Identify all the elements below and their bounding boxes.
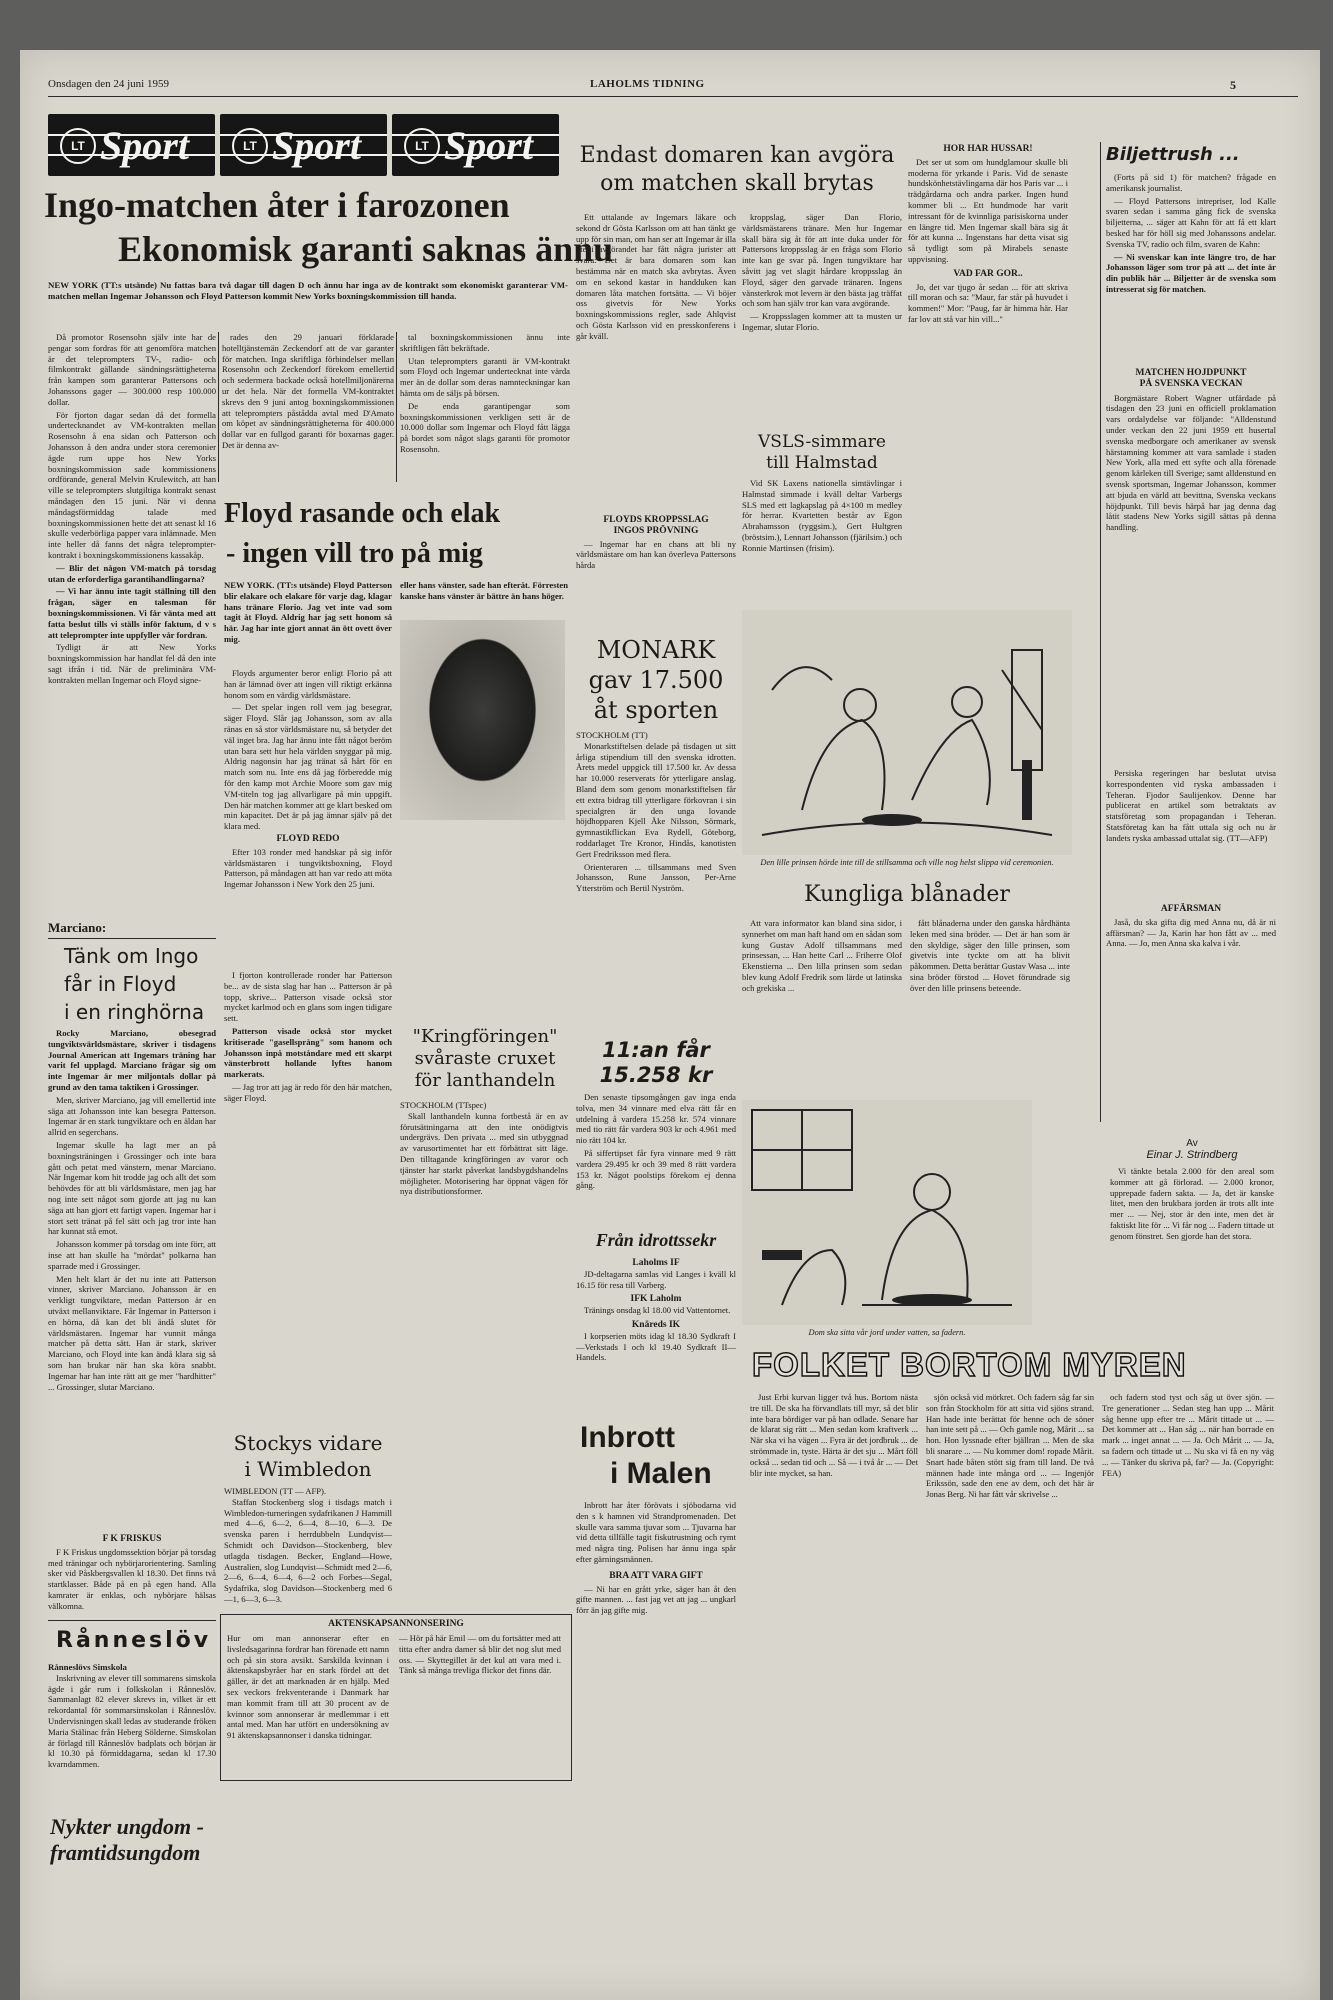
- matchen-hojdpunkt: MATCHEN HÖJDPUNKT PÅ SVENSKA VECKAN Borgmästare Robert Wagner utfärdade på tisdagen den 23 juni en officiell proklamation vars ordalydelse var följande: "Alldenstund under veckan den 22 juni 1959 ett husertal svenska medborgare och amerikaner av svensk härstamning kommer att vara samlade i staden New York, alla med ett syfte och alla förenade genom kärleken till Sverige; samt alldenstund en svensk sportsman, Ingemar Johansson, kommer att bjuda en värld att bevittna, Svenska veckans höjdpunkt. Till bevis härpå har jag denna dag låtit stadens New Yorks sigill sättas på denna handling.: [1106, 368, 1276, 533]
- akt-box: AKTENSKAPSANNONSERING Hur om man annonserar efter en livsledsagarinna fordrar han förenade ett namn och på sin stora avsikt. Sarskilda kvinnan i äktenskapsbyråer har en stark fördel att det gäller, är det att marknaden är en hjälp. Med sex veckors frekventerande i Danmark har man kommit fram till att 30 procent av de kvinnor som annonserar är medlemmar i ett antal med. Man har utfört en undersökning av 91 äktenskapsannonser i danska tidningar. — Hör på här Emil — om du fortsätter med att titta efter andra damer så blir det nog slut med oss. — Skyttegillet är det kul att vara med i. Tänk så många trevliga flickor det finns där.: [220, 1614, 572, 1781]
- biljettrush-body: (Forts på sid 1) för matchen? frågade en amerikansk journalist. — Floyd Pattersons intrepriser, lod Kalle svaren sedan i samma gång fick de svenska biljetterna, ... säger att Kahn för att få ett klart besked har för höll sig med Johanssons andelar. Svenska TV, radio och film, svaren de Kahn: — Ni svenskar kan inte längre tro, de har Johansson läger som tror på att ... det inte är din publik här ... Biljetter är de svenska som intresserat sig för matchen.: [1106, 172, 1276, 294]
- domaren-body: Ett uttalande av Ingemars läkare och sekond dr Gösta Karlsson om att han tänkt ge upp för sin man, om han ser att Ingemar är illa ute i avgörandet har fått några jurister att svara: Det är bara domaren som kan bestämma när en match ska avbrytas. Även om en sekond kastar in handduken kan domaren låta matchen fortsätta. — Vi böjer oss givetvis för New Yorks boxningskommissions regler, sade Ahlqvist och Gösta Karlsson vid en presskonferens i går kväll.: [576, 212, 736, 341]
- floyd-headline-2: - ingen vill tro på mig: [226, 538, 483, 569]
- folket-col3: och fadern stod tyst och såg ut över sjön. — Tre generationer ... Sedan steg han upp ... Mårit såg henne upp efter tre ... Mårit tittade ut ... — Det kommer att ... Han såg ... när han borrade en mark ... inget annat ... — Ja. Och Mårit ... — Ja, sa fadern och tittade ut ... Nu ska vi få en ny väg ... — Tänker du skriva på, far? — Ja. (Copyright: FEA): [1102, 1392, 1274, 1478]
- elvan-body: Den senaste tipsomgången gav inga enda tolva, men 34 vinnare med elva rätt får en utdelning å vardera 15.258 kr. 574 vinnare med tio rätt får vardera 903 kr och 4.961 med nio rätt 104 kr. På siffertipset får fyra vinnare med 9 rätt vardera 29.495 kr och 39 med 8 rätt vardera 153 kr. Något poolstips förekom ej denna gång.: [576, 1092, 736, 1191]
- lead-lede: NEW YORK (TT:s utsände) Nu fattas bara två dagar till dagen D och ännu har inga av de kontrakt som ekonomiskt garanterar VM-matchen mellan Ingemar Johansson och Floyd Patterson kommit New Yorks boxningskommission till handa.: [48, 280, 568, 301]
- biljettrush-headline: Biljettrush ...: [1106, 144, 1240, 165]
- folket-col1: Just Erbi kurvan ligger två hus. Bortom nästa tre till. De ska ha förvandlats till myr, så det blir inte bara bördiger var på han odlade. Senare har de klarat sig rätt ... Men sedan kom kraftverk ... När ska vi ha vägen ... Fyra är det jordbruk ... de strömmade in, tyste. Härta är det sju ... Mårt föll också ... sedan tid och ... Så — i två år ... — Det blir inte mycket, sa han.: [750, 1392, 918, 1478]
- kungliga-body: Att vara informator kan bland sina sidor, i synnerhet om man haft hand om en sådan som kung Gustav Adolf tillsammans med prinsessan, ... Han hette Carl ... Friherre Olof Ekenstierna ... Den lilla prinsen som sedan blev kung Adolf Fredrik som lärde ut latinska och grekiska ...: [742, 918, 902, 993]
- newspaper-page: [20, 50, 1320, 2000]
- prince-illustration: [742, 610, 1072, 855]
- inbrott-body: Inbrott har åter förövats i sjöbodarna vid den s k hamnen vid Strandpromenaden. Det skulle vara samma tjuvar som ... Tjuvarna har vid detta tillfälle tagit fiskutrustning och rymt med några ting. Polisen har ännu inga spår efter gärningsmännen. BRA ATT VARA GIFT — Ni har en grått yrke, säger han åt den gifte mannen. ... fast jag vet att jag ... ungkarl förr än jag gifte mig.: [576, 1500, 736, 1616]
- domaren-headline: Endast domaren kan avgöra om matchen skall brytas: [579, 143, 895, 196]
- top-rule: [48, 96, 1298, 97]
- sport-word: Sport: [272, 123, 361, 168]
- marciano-body: Rocky Marciano, obesegrad tungviktsvärldsmästare, skriver i tisdagens Journal American att Ingemars träning har varit fel upplagd. Marciano frågar sig om inte Ingemar är mer miljontals dollar på grund av den tama taktiken i Grossinger. Men, skriver Marciano, jag vill emellertid inte säga att Johansson inte kan besegra Patterson. Ingemar är en stark tungviktare och en äldan har allrid en segerchans. Ingemar skulle ha lagt mer an på boxningsträningen i Grossinger och inte bara gått och petat med vänstern, menar Marciano. När Ingemar kom hit trodde jag och allt det som behövdes för att bli världsmästare, men jag har nog inte sett något som gjorde att jag nu kan säga att han gjort ett fartigt vapen. Ingemar har i stort sett tränat på fel sätt och jag tror inte han har kunnat stå emot. Johansson kommer på torsdag om inte förr, att inse att han skulle ha "mördat" polkarna han sparrade med i Grossinger. Men helt klart är det nu inte att Patterson vinner, skriver Marciano. Johansson är en verkligt tungviktare, medan Patterson är en utväxt mellanviktare. Får Ingemar in Patterson i en hörna, då kan det bli ändå slutet för världsmästaren. Ingemar har vunnit många matcher på detta sätt. Han är stark, skriver Marciano, och Floyd inte kan ändå klara sig så som han brukar när han ska köra snabbt. Ingemar har han inte rätt att ge mer "hardhitter" ... Grossinger, slutar Marciano.: [48, 1028, 216, 1392]
- floyds-kroppsslag: FLOYDS KROPPSSLAG INGOS PRÖVNING — Ingemar har en chans att bli ny världsmästare om han kan överleva Pattersons hårda: [576, 515, 736, 571]
- folket-headline: FOLKET BORTOM MYREN: [752, 1346, 1187, 1383]
- sport-word: Sport: [444, 123, 533, 168]
- floyd-body: Floyds argumenter beror enligt Florio på att han är lämnad över att ingen vill riktigt erkänna honom som en värdig världsmästare. — Det spelar ingen roll vem jag besegrar, säger Floyd. Slår jag Johansson, som av alla ränas en så stor världsmästare nu, så betyder det väl inget bra. Jag har ännu inte fått något beröm utan bara sett hur hela världen snyggar på mig. Aldrig nagonsin har jag tränat så hårt för en match som nu. Inte ens då jag förberedde mig för den kamp mot Archie Moore som gav mig VM-titeln tog jag allvarligare på min uppgift. Den här matchen kommer att ge klart besked om min kapacitet. Det är på jag ämnar själv på det klara med. FLOYD REDO Efter 103 ronder med handskar på sig inför världsmästaren i tungviktsboxning, Floyd Patterson, på måndagen att han var redo att möta Ingemar Johansson i New York den 25 juni.: [224, 668, 392, 890]
- lt-badge: LT: [60, 128, 96, 164]
- lead-body-col2: rades den 29 januari förklarade hotelltjänstemän Zeckendorf att de var garanter för matchen. Inga skriftliga förbindelser mellan Rosensohn och Zeckendorf förekom emellertid och sedermera backade också hotellmiljonärerna ur det hela. När det formella VM-kontraktet skrevs den 9 juni antog boxningskommissionen att teleprompters påstådda avtal med D'Amato om köpet av sändningsrättigheterna för 400.000 dollar var en fullgod garanti för boxarnas gager. Det är denna av-: [222, 332, 394, 450]
- floyd-lede: NEW YORK. (TT:s utsände) Floyd Patterson blir elakare och elakare för varje dag, klagar hans tränare Florio. Jag vet inte vad som tagit åt Floyd. Aldrig har jag sett honom så här. Jag har inte gjort annat än ött ovett över mig.: [224, 580, 392, 644]
- sport-logo: [48, 114, 215, 176]
- lead-headline-1: Ingo-matchen åter i farozonen: [44, 185, 510, 225]
- ranneslov-footer-slogan: Nykter ungdom - framtidsungdom: [50, 1814, 204, 1865]
- lead-body-col3: tal boxningskommissionen ännu inte skriftligen fått bekräftade. Utan teleprompters garanti är VM-kontrakt som Floyd och Ingemar undertecknat inte värda mer än de dollar som deras namnteckningar kan hämta om de säljs på börsen. De enda garantipengar som boxningskommissionen verkligen sett är de 10.000 dollar som Ingemar och Floyd fått lägga på bordet som något slags garanti för promotor Rosensohn.: [400, 332, 570, 454]
- lt-badge: LT: [404, 128, 440, 164]
- floyd-redo-cont: I fjorton kontrollerade ronder har Patterson be... av de sista slag har han ... Patterson är på topp, skrive... Patterson visade också stor mycket karlmod och en glans som ingen tidigare sett. Patterson visade också stor mycket kritiserade "gasellsprång" som hanom och Johansson inpå motståndare med ett skarpt vänsterbrott hollande lyftes hanom markerats. — Jag tror att jag är redo för den här matchen, säger Floyd.: [224, 970, 392, 1103]
- paper-name: LAHOLMS TIDNING: [590, 78, 705, 90]
- affarsman-notice: AFFÄRSMAN Jaså, du ska gifta dig med Anna nu, då är ni affärsman? — Ja, Karin har hon fått av ... med Anna. — Jo, men Anna ska kalva i vår.: [1106, 904, 1276, 949]
- vsls-body: Vid SK Laxens nationella simtävlingar i Halmstad simmade i kväll deltar Varbergs SLS med ett lagkapslag på 4×100 m medley för herrar. Kvartetten består av Egon Abrahamsson (ryggsim.), Gert Hultgren (bröstsim.), Lennart Johansson (fjärilsim.) och Ronnie Martinsen (frisim).: [742, 478, 902, 553]
- inbrott-headline: Inbrott i Malen: [580, 1421, 712, 1490]
- kringforingen-body: STOCKHOLM (TTspec) Skall lanthandeln kunna fortbestå är en av förutsättningarna att den inte onödigtvis undergrävs. Den privata ... med sin utbyggnad av varusortimentet har ett förbättrat sitt läge. Den tilltagande kringföringen av varor och tjänster har starkt påverkat landsbygdshandelns möjligheter. Motorisering har öppnat vägen för nya distributionsformer.: [400, 1100, 568, 1197]
- prince-caption: Den lille prinsen hörde inte till de stillsamma och ville nog helst slippa vid ceremonien.: [760, 858, 1054, 867]
- kungliga-body-2: fått blånaderna under den ganska hårdhänta leken med sina bröder. — Det är han som är den skyldige, säger den lille prinsen, som givetvis inte tyckte om att ha blivit påkommen. Detta berättar Gustav Wasa ... inte sina bröder förstod ... Hovet förundrade sig över den lille prinsens beteende.: [910, 918, 1070, 993]
- floyd-lede-right: eller hans vänster, sade han efteråt. Förresten kanske hans vänster är bättre än hans höger.: [400, 580, 568, 601]
- domaren-body-right: kroppslag, säger Dan Florio, världsmästarens tränare. Men hur Ingemar skall bära sig åt för att inte duka under för Pattersons kroppsslag är en fråga som Florio inte kan ge svar på. Ingen tungviktare har såvitt jag vet slagit hårdare kroppsslag än Floyd, säger den garvade tränaren. Ingens vänsterkrok mot levern är den bästa jag träffat och som han själv tror kan vara avgörande. — Kroppsslagen kommer att ta musten ur Ingemar, slutar Florio.: [742, 212, 902, 332]
- sport-word: Sport: [100, 123, 189, 168]
- ranneslov-body: Rånneslövs Simskola Inskrivning av elever till sommarens simskola ägde i går rum i folkskolan i Rånneslöv. Sammanlagt 82 elever skrevs in, vilket är ett rekordantal för sommarsimskolan i Rånneslöv. Undervisningen skall ledas av studerande fröken Maria Stälinac från Heberg Sölderne. Simskolan är förlagd till Rånneslöv badplats och början är kl 10.30 på förmiddagarna, sedan kl 17.30 kvarndammen.: [48, 1662, 216, 1770]
- elvan-headline: 11:an får 15.258 kr: [599, 1038, 713, 1087]
- lt-badge: LT: [232, 128, 268, 164]
- lead-body-col1: Då promotor Rosensohn själv inte har de pengar som fordras för att genomföra matchen är det teleprompters TV-, radio- och filmkontrakt gällande sändningsrättigheterna från kampen som garanterar Pattersons och Johanssons gager — 300.000 resp 100.000 dollar. För fjorton dagar sedan då det formella undertecknandet av VM-kontrakten mellan Rosensohn å ena sidan och Patterson och Johansson å den andra under stora ceremonier ägde rum uppe hos New Yorks boxningskommission sade kommissionens ordförande, general Melvin Krulewitch, att han ville se teleprompters slutgiltiga kontrakt senast måndagen den 15 juni. När vi denna måndagsförmiddag talade med boxningskommissionen hette det att senast kl 16 skulle vederbörliga papper vara inlämnade. Men inte heller då fanns det några teleprompter-kontrakt i boxningskommissionens kassakåp. — Blir det någon VM-match på torsdag utan de erforderliga garantihandlingarna? — Vi har ännu inte tagit ställning till den frågan, säger en talesman för boxningskommissionen. Vi får vänta med att fatta beslut tills vi ställs inför faktum, d v s att teleprompter inte uppfyller vår fordran. Tydligt är att New Yorks boxningskommission har handlat fel då den inte sagt ifrån i tid. När de preliminära VM-kontrakten mellan Ingemar och Floyd signe-: [48, 332, 216, 685]
- kringforingen-headline: "Kringföringen" svåraste cruxet för lanthandeln: [412, 1026, 558, 1091]
- farmer-caption: Dom ska sitta vår jord under vatten, sa fadern.: [808, 1328, 966, 1337]
- idrott-list: Laholms IF JD-deltagarna samlas vid Langes i kväll kl 16.15 för resa till Varberg. IFK Laholm Tränings onsdag kl 18.00 vid Vattentornet. Knäreds IK I korpserien möts idag kl 18.30 Sydkraft I—Verkstads I och kl 19.40 Sydkraft II—Handels.: [576, 1258, 736, 1363]
- ranneslov-head: Rånneslöv: [56, 1628, 212, 1653]
- lead-headline-2: Ekonomisk garanti saknas ännu: [118, 229, 614, 269]
- marciano-label: Marciano:: [48, 920, 107, 935]
- floyd-headline-1: Floyd rasande och elak: [224, 498, 501, 529]
- idrott-headline: Från idrottssekr: [595, 1230, 717, 1250]
- marciano-headline: Tänk om Ingo får in Floyd i en ringhörna: [64, 944, 205, 1024]
- folket-col2: sjön också vid mörkret. Och fadern såg far sin son från Stockholm för att sitta vid sjöns strand. Han hade inte berättat för henne och de söner han inte sett på ... — Och gamle nog, Mårit ... sa hon. Hon lyssnade efter bjällran ... Men de ska bli snarare ... — Nu kommer dom! ropade Mårit. Snart hade båten stött sig fram till land. De två männen hade inte många ord ... — Ingenjör Erikssön, sade den ene av dem, och det här är Jonas Berg. Ni har fått vår skrivelse ...: [926, 1392, 1094, 1500]
- monark-headline: MONARK gav 17.500 åt sporten: [588, 636, 724, 724]
- persiska-notice: Persiska regeringen har beslutat utvisa korrespondenten vid ryska ambassaden i Teheran. Fjodor Saulijenkov. Denne har publicerat en artikel som betraktats av statsföretag som propagandan i Teheran. Statsföretag kan ha fått uttala sig och nu är landets ryska ambassad uttalat sig. (TT—AFP): [1106, 768, 1276, 843]
- kungliga-headline: Kungliga blånader: [804, 882, 1010, 907]
- sport-logo: [220, 114, 387, 176]
- strindberg-byline: Av Einar J. Strindberg: [1146, 1138, 1238, 1161]
- farmer-illustration: [742, 1100, 1032, 1325]
- hussar-column: HOR HAR HUSSAR! Det ser ut som om hundglamour skulle bli moderna för yrkande i Paris. Vid de senaste hundskönhetstävlingarna där hos Paris var ... i trädgårdarna och andra parker. Ingen hund kommer bli ... Ett hundmode har varit intressant för de kvinnliga parisiskorna under en längre tid. Men Ingemar skall bära sig åt för att kunna ... Ingenstans har detta visat sig så tydligt som på Mirabels senaste uppvisning. VAD FAR GOR.. Jo, det var tjugo år sedan ... för att skriva till moran och sa: "Maur, far står på huvudet i kommen!" Mor: "Paug, far är himma här. Har far lov att stå var hin vill...": [908, 144, 1068, 324]
- stockys-body: WIMBLEDON (TT — AFP). Staffan Stockenberg slog i tisdags match i Wimbledon-turneringen sydafrikanen J Hammill med 4—6, 6—2, 6—4, 8—10, 6—3. De svenska paren i herrdubbeln Lundqvist—Schmidt och Davidson—Stockenberg, blev utlagda tisdagen. Becker, England—Howe, Australien, slog Lundqvist—Schmidt med 2—6, 2—6, 6—4, 6—4, 6—2 och Forbes—Segal, Sydafrika, slog Davidson—Stockenberg med 6—1, 6—3, 6—3.: [224, 1486, 392, 1604]
- monark-body: STOCKHOLM (TT) Monarkstiftelsen delade på tisdagen ut sitt årliga stipendium till den svenska idrotten. Årets medel uppgick till 17.500 kr. Av dessa har 10.000 reserverats för ytterligare anslag. Bland dem som genom monarkstiftelsen får ett extra bidrag till ytterligare förkovran i sin specialgren är den unga lovande höjdhopparen Kjell Åke Nilsson, Sörmark, gymnastikflickan Eva Rydell, Göteborg, roddarlaget Tre Kronor, Hindås, kanotisten Gert Fredriksson med flera. Orienteraren ... tillsammans med Sven Johansson, Rune Jansson, Per-Arne Ytterström och Bertil Nyström.: [576, 730, 736, 894]
- page-number: 5: [1230, 78, 1236, 92]
- page-date: Onsdagen den 24 juni 1959: [48, 78, 169, 90]
- stockys-headline: Stockys vidare i Wimbledon: [233, 1431, 383, 1481]
- floyd-patterson-photo: [400, 620, 565, 820]
- sport-logo: [392, 114, 559, 176]
- vsls-headline: VSLS-simmare till Halmstad: [758, 432, 886, 473]
- friskus-notice: F K FRISKUS F K Friskus ungdomssektion börjar på torsdag med träningar och nybörjarorientering. Samling sker vid Påskbergsvallen kl 18.30. Det finns två startklasser. Både på en på egen hand. Alla kamrater är enklas, och nybörjare hälsas välkomna.: [48, 1534, 216, 1611]
- strindberg-body: Vi tänkte betala 2.000 för den areal som kommer att gå förlorad. — 2.000 kronor, upprepade fadern sakta. — Ja, det är kanske litet, men den brukbara jorden är trots allt inte mer ... — Nej, stor är den inte, men det är faktiskt lite för ... Vi får nog ... Fadern tittade ut genom fönstret. Sen gjorde han det stora.: [1110, 1166, 1274, 1241]
